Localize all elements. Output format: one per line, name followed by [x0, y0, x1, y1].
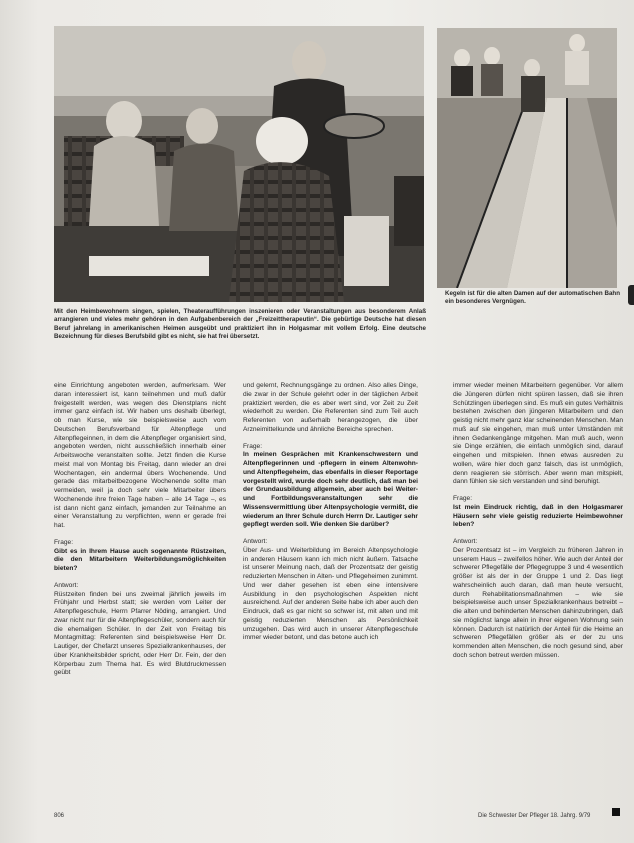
spacer [54, 531, 226, 539]
question-label: Frage: [453, 495, 473, 502]
spacer [54, 574, 226, 582]
interview-question: Gibt es in Ihrem Hause auch sogenannte Rüstzeiten, die den Mitarbeitern Weiterbildungsmöglichkeiten bieten? [54, 547, 226, 572]
interview-question: Ist mein Eindruck richtig, daß in den Holgasmarer Häusern sehr viele geistig reduzierte Heimbewohner leben? [453, 503, 623, 529]
paragraph: und gelernt, Rechnungsgänge zu ordnen. Also alles Dinge, die zwar in der Schule gelehrt oder in der täglichen Arbeit praktiziert werden, die es aber wert sind, vor Zeit zu Zeit wiederholt zu werden. Die Referenten sind zum Teil auch Referenten von außerhalb herangezogen, die über Arzneimittelkunde und ähnliche Bereiche sprechen. [243, 382, 418, 433]
answer-label: Antwort: [243, 538, 268, 545]
spacer [243, 530, 418, 538]
paragraph: Der Prozentsatz ist – im Vergleich zu früheren Jahren in unserem Haus – zweifellos höher. Wie auch der Anteil der schwerer Pflegefälle der Pflegegruppe 3 und 4 wesentlich größer ist als der in der Gruppe 1 und 2. Das liegt wahrscheinlich auch daran, daß man heute versucht, durch Rehabilitationsmaßnahmen – wie sie beispielsweise auch unser Spezialkrankenhaus betreibt – die alten und behinderten Menschen dahinzubringen, daß sie möglichst lange allein in ihrer eigenen Wohnung sein können. Dadurch ist natürlich der Anteil für die Heime an schweren Pflegefällen größer als er der zu uns kommenden alten Menschen, die noch gesund sind, aber doch schon betreut werden müssen. [453, 546, 623, 659]
text-column-2 [243, 382, 418, 643]
text-column-3 [453, 382, 623, 661]
page-number: 806 [54, 813, 65, 819]
text-column-1 [54, 382, 226, 678]
answer-label: Antwort: [453, 538, 478, 545]
paragraph: eine Einrichtung angeboten werden, aufmerksam. Wer daran interessiert ist, kann teilnehmen und muß dafür freigestellt werden, was wegen des Dienstplans nicht immer ganz einfach ist. Wir haben uns deshalb überlegt, ob man Kurse, wie sie beispielsweise auch vom Deutschen Berufsverband für Altenpflege und Altenpflegeinnen, in dem die Altenpfleger organisiert sind, angeboten werden, nicht ausschließlich innerhalb einer Arbeitswoche veranstalten sollte. Jetzt finden die Kurse meist mal von Montag bis Freitag, dann wieder an drei Wochentagen, ein andermal übers Wochenende. Und gerade das mitarbeitbezogene Wochenende sollte man vermeiden, weil ja doch sehr viele Mitarbeiter übers Wochenende ihre freien Tage haben – alle 14 Tage –, es ist dann nicht ganz einfach, jemanden zur Teilnahme an einer Veranstaltung zu verpflichten, wenn er gerade frei hat. [54, 382, 226, 529]
spacer [453, 487, 623, 495]
question-label: Frage: [243, 442, 263, 450]
page-edge-tab [628, 285, 634, 305]
side-photo-caption: Kegeln ist für die alten Damen auf der automatischen Bahn ein besonderes Vergnügen. [445, 290, 620, 306]
question-label: Frage: [54, 538, 74, 546]
spacer [453, 530, 623, 538]
paragraph: Rüstzeiten finden bei uns zweimal jährlich jeweils im Frühjahr und Herbst statt; sie werden vom Leiter der Altenpflegeschule, Herrn Pfarrer Nöding, arrangiert. Und zwar nicht nur für die Altenpflegeschüler, sondern auch für die ehemaligen Schüler. In der Zeit von Freitag bis Montagmittag: Referenten sind beispielsweise Herr Dr. Lautiger, der Chefarzt unseres Spezialkrankenhauses, der über Krankheitsbilder spricht, oder Herr Dr. Fein, der den Körperbau zum Thema hat. Es wird Blutdruckmessen geübt [54, 590, 226, 677]
spacer [243, 435, 418, 443]
end-mark-icon [612, 808, 620, 816]
interview-question: In meinen Gesprächen mit Krankenschwestern und Altenpflegerinnen und -pflegern in einem Altenwohn- und Altenpflegeheim, das ebenfalls in dieser Reportage vorgestellt wird, wurde doch sehr deutlich, daß man bei der Grundausbildung allgemein, aber auch bei Weiter- und Fortbildungsveranstaltungen sehr die Wissensvermittlung über Altenpsychologie vermißt, die wiederum an Ihrer Schule durch Herrn Dr. Lautiger sehr gepflegt werden soll. Wie denken Sie darüber? [243, 451, 418, 529]
paragraph: immer wieder meinen Mitarbeitern gegenüber. Vor allem die Jüngeren dürfen nicht spüren lassen, daß sie ihren Schützlingen überlegen sind. Es muß ein gutes Verhältnis bestehen zwischen den jüngeren Mitarbeitern und den geistig nicht mehr ganz klar scheinenden Menschen. Man muß auf sie eingehen, man muß unter Umständen mit ihnen Gedankengänge mitgehen. Man muß auch, wenn sie Dinge erzählen, die einfach unmöglich sind, darauf eingehen und mitspielen. Ihnen etwas ausreden zu wollen, wäre hier doch ganz falsch, das ist unmöglich, denn reagieren sie störrisch. Aber wenn man mitspielt, dann fühlen sie sich verstanden und sind beruhigt. [453, 382, 623, 486]
paragraph: Über Aus- und Weiterbildung im Bereich Altenpsychologie in anderen Häusern kann ich mich nicht äußern. Tatsache ist unserer Meinung nach, daß der Prozentsatz der geistig reduzierten Menschen in Alten- und Pflegeheimen zunimmt. Und wer daher gesehen ist eben eine intensivere Ausbildung in den psychologischen Aspekten nicht ausreichend. Auf der anderen Seite habe ich aber auch den Eindruck, daß es gar nicht so schwer ist, mit alten und mit geistig reduzierten Menschen als Persönlichkeit umzugehen. Das wird auch in unserer Altenpflegeschule immer wieder betont, und das betone auch ich [243, 546, 418, 642]
main-photo-caption: Mit den Heimbewohnern singen, spielen, Theateraufführungen inszenieren oder Veranstaltungen aus besonderem Anlaß arrangieren und vieles mehr gehören in den Aufgabenbereich der „Freizeittherapeutin“. Die gebürtige Deutsche hat diesen Beruf jahrelang in amerikanischen Heimen ausgeübt und praktiziert ihn in Holgasmar mit vollem Erfolg. Eine deutsche Bezeichnung für dieses Berufsbild gibt es nicht, sie hat frei übersetzt. [54, 308, 426, 340]
photo-elderly-women-singing [54, 26, 424, 302]
photo-bowling-alley [437, 28, 617, 288]
journal-footer: Die Schwester Der Pfleger 18. Jahrg. 9/79 [478, 813, 591, 819]
answer-label: Antwort: [54, 581, 79, 589]
